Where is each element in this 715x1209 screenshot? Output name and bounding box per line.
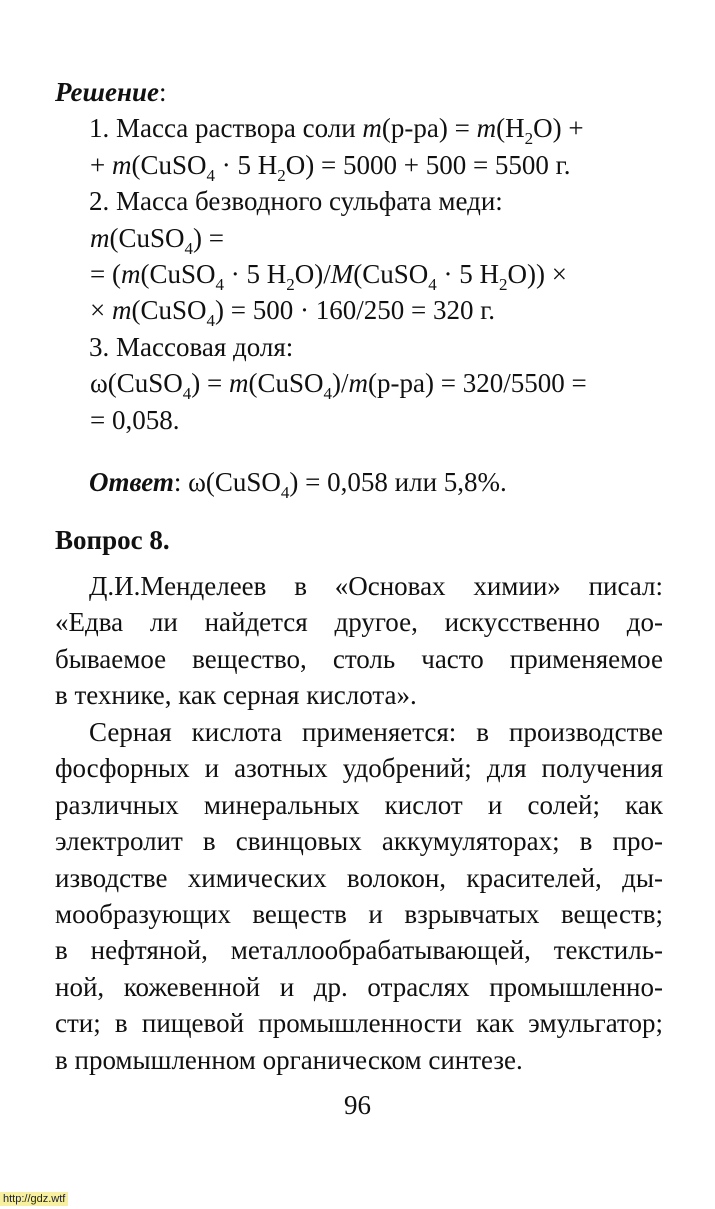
text-segment: + <box>90 149 112 180</box>
text-segment: m <box>111 149 132 180</box>
text-segment: (CuSO <box>131 295 207 326</box>
text-segment: = 0,058. <box>90 404 180 435</box>
text-segment: (р-ра) = 320/5500 = <box>368 368 587 399</box>
text-segment: ) = 500 · 160/250 = 320 г. <box>215 295 495 326</box>
text-segment: m <box>90 222 110 253</box>
subscript: 2 <box>286 274 295 294</box>
subscript: 4 <box>323 384 333 404</box>
solution-heading <box>55 74 663 110</box>
paragraph-line: в нефтяной, металлообрабатывающей, текстиль- <box>55 935 663 966</box>
text-segment: (CuSO <box>140 258 216 289</box>
solution-line <box>55 110 663 149</box>
paragraph-line: Д.И.Менделеев в «Основах химии» писал: <box>89 571 663 601</box>
text-segment: : <box>158 77 167 107</box>
paragraph-line: в технике, как серная кислота». <box>55 680 417 711</box>
text-segment: m <box>120 258 141 289</box>
subscript: 4 <box>206 165 215 185</box>
text-segment: m <box>111 295 132 326</box>
solution-line <box>55 292 663 331</box>
text-segment: O) = 5000 + 500 = 5500 г. <box>285 149 571 180</box>
solution-line <box>55 147 663 183</box>
subscript: 4 <box>206 311 215 331</box>
text-segment: = ( <box>90 258 121 289</box>
text-segment: ) = <box>193 222 224 253</box>
subscript: 4 <box>428 274 437 294</box>
subscript: 4 <box>215 274 224 294</box>
text-segment: (CuSO <box>248 368 324 399</box>
text-segment: · 5 H <box>223 258 287 289</box>
text-segment: M <box>330 258 354 289</box>
paragraph-sulfuric-acid-uses <box>55 714 663 1078</box>
text-segment: m <box>476 113 497 144</box>
text-segment: O)) × <box>507 258 567 289</box>
text-segment: m <box>348 368 369 399</box>
text-segment: 2. Масса безводного сульфата меди: <box>89 186 503 217</box>
text-segment: 3. Массовая доля: <box>89 331 294 362</box>
text-segment: )/ <box>332 368 349 399</box>
subscript: 4 <box>182 384 192 404</box>
paragraph-line: электролит в свинцовых аккумуляторах; в про- <box>55 826 663 857</box>
paragraph-line: «Едва ли найдется другое, искусственно до- <box>55 607 663 638</box>
text-segment: 1. Масса раствора соли <box>89 113 363 144</box>
paragraph-line: в промышленном органическом синтезе. <box>55 1044 523 1075</box>
text-segment: × <box>90 295 112 326</box>
text-segment: · 5 H <box>436 258 499 289</box>
subscript: 2 <box>277 165 286 185</box>
text-segment: m <box>362 113 382 144</box>
text-segment: : ω(CuSO <box>173 467 281 497</box>
text-segment: O)/ <box>294 258 331 289</box>
paragraph-line: различных минеральных кислот и солей; как <box>55 789 663 820</box>
paragraph-line: изводстве химических волокон, красителей, ды- <box>55 862 663 893</box>
paragraph-line: бываемое вещество, столь часто применяемое <box>55 643 663 674</box>
paragraph-line: фосфорных и азотных удобрений; для получения <box>55 753 663 784</box>
text-segment: (H <box>496 113 525 144</box>
answer-line <box>55 464 697 500</box>
paragraph-line: сти; в пищевой промышленности как эмульгатор; <box>55 1008 663 1039</box>
paragraph-line: мообразующих веществ и взрывчатых веществ; <box>55 898 663 929</box>
solution-line <box>55 183 663 219</box>
text-segment: Решение <box>55 77 159 107</box>
text-segment: m <box>229 368 249 399</box>
solution-line <box>55 402 663 438</box>
text-segment: O) + <box>533 113 584 144</box>
text-segment: (р-ра) = <box>381 113 477 144</box>
text-segment: · 5 H <box>215 149 278 180</box>
solution-line <box>55 220 663 256</box>
text-segment: ) = 0,058 или 5,8%. <box>289 467 507 497</box>
text-segment: ) = <box>191 368 230 399</box>
text-segment: ω(CuSO <box>90 368 183 399</box>
text-segment: (CuSO <box>131 149 207 180</box>
solution-line <box>55 365 663 404</box>
watermark-link[interactable]: http://gdz.wtf <box>0 1192 68 1206</box>
subscript: 4 <box>184 238 194 258</box>
paragraph-line: ной, кожевенной и др. отраслях промышленно- <box>55 971 663 1002</box>
text-segment: (CuSO <box>109 222 185 253</box>
question-title: Вопрос 8. <box>55 525 170 555</box>
text-segment: Ответ <box>89 467 174 497</box>
subscript: 2 <box>499 274 508 294</box>
paragraph-line: Серная кислота применяется: в производстве <box>89 717 663 747</box>
solution-block <box>55 74 663 438</box>
text-segment: (CuSO <box>353 258 429 289</box>
subscript: 2 <box>524 129 534 149</box>
subscript: 4 <box>280 483 290 502</box>
paragraph-mendeleev-quote <box>55 568 663 714</box>
page-number: 96 <box>344 1090 371 1120</box>
solution-line <box>55 329 663 365</box>
solution-line <box>55 256 663 292</box>
